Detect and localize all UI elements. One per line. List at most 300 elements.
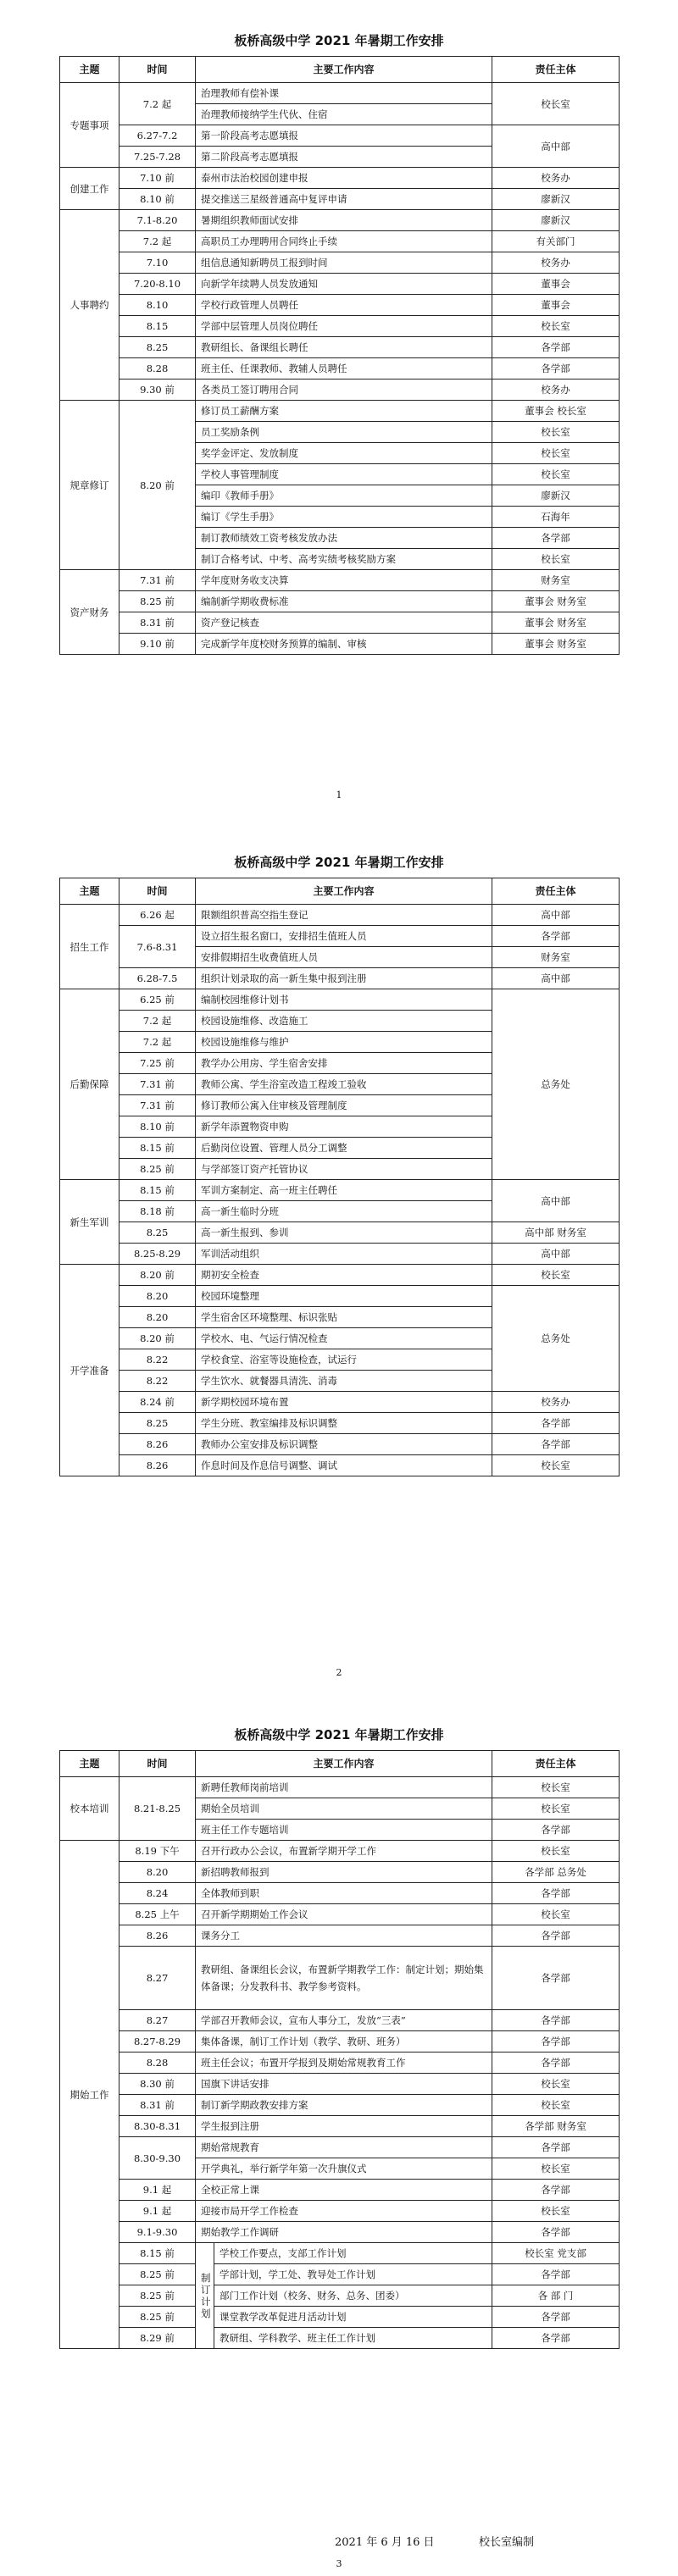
row-time: 9.30 前 xyxy=(119,379,196,401)
row-task: 完成新学年度校财务预算的编制、审核 xyxy=(196,634,492,655)
table-row xyxy=(60,1904,620,1925)
row-owner: 廖新汉 xyxy=(492,210,620,231)
table-row xyxy=(60,968,620,989)
table-row xyxy=(60,2095,620,2116)
topic-label: 校本培训 xyxy=(60,1777,119,1841)
row-time: 8.28 xyxy=(119,2052,196,2074)
schedule-table xyxy=(59,1750,620,2349)
row-owner: 各学部 xyxy=(492,2307,620,2328)
row-task: 班主任工作专题培训 xyxy=(196,1820,492,1841)
topic-label: 人事聘约 xyxy=(60,210,119,401)
row-owner: 校长室 xyxy=(492,83,620,125)
row-time: 7.31 前 xyxy=(119,1095,196,1116)
row-owner: 各学部 xyxy=(492,2031,620,2052)
row-time: 8.31 前 xyxy=(119,612,196,634)
table-header-row xyxy=(60,57,620,83)
row-owner: 董事会 xyxy=(492,295,620,316)
row-time: 7.25 前 xyxy=(119,1053,196,1074)
row-task: 制订新学期政教安排方案 xyxy=(196,2095,492,2116)
row-time: 8.31 前 xyxy=(119,2095,196,2116)
header-task: 主要工作内容 xyxy=(196,878,492,905)
table-row xyxy=(60,125,620,147)
row-task: 学校水、电、气运行情况检查 xyxy=(196,1328,492,1349)
row-time: 8.26 xyxy=(119,1434,196,1455)
row-owner: 校务办 xyxy=(492,252,620,274)
topic-label: 创建工作 xyxy=(60,168,119,210)
row-owner: 各学部 xyxy=(492,2222,620,2243)
header-topic: 主题 xyxy=(60,57,119,83)
row-time: 7.25-7.28 xyxy=(119,147,196,168)
row-owner: 校长室 xyxy=(492,1265,620,1286)
row-owner: 校长室 xyxy=(492,2158,620,2180)
page-title: 板桥高级中学 2021 年暑期工作安排 xyxy=(234,1727,444,1742)
row-task: 学校行政管理人员聘任 xyxy=(196,295,492,316)
row-owner: 各学部 xyxy=(492,2328,620,2349)
row-task: 学生饮水、就餐器具清洗、消毒 xyxy=(196,1371,492,1392)
row-owner: 校长室 党支部 xyxy=(492,2243,620,2264)
row-owner: 高中部 xyxy=(492,1180,620,1222)
row-time: 8.27 xyxy=(119,2010,196,2031)
header-topic: 主题 xyxy=(60,878,119,905)
table-row xyxy=(60,570,620,591)
row-owner: 各学部 xyxy=(492,1883,620,1904)
row-task: 学部召开教师会议，宣布人事分工，发放“三表” xyxy=(196,2010,492,2031)
row-owner: 校长室 xyxy=(492,422,620,443)
row-owner: 各学部 xyxy=(492,2264,620,2285)
row-task: 开学典礼，举行新学年第一次升旗仪式 xyxy=(196,2158,492,2180)
table-row xyxy=(60,1244,620,1265)
row-time: 8.15 xyxy=(119,316,196,337)
table-row xyxy=(60,2222,620,2243)
table-row xyxy=(60,2180,620,2201)
row-owner: 各学部 xyxy=(492,1925,620,1947)
row-owner: 廖新汉 xyxy=(492,485,620,507)
header-task: 主要工作内容 xyxy=(196,1751,492,1777)
header-owner: 责任主体 xyxy=(492,878,620,905)
row-time: 8.10 xyxy=(119,295,196,316)
row-task: 课务分工 xyxy=(196,1925,492,1947)
table-row xyxy=(60,295,620,316)
table-row xyxy=(60,189,620,210)
row-task: 班主任会议；布置开学报到及期始常规教育工作 xyxy=(196,2052,492,2074)
topic-label: 资产财务 xyxy=(60,570,119,655)
header-task: 主要工作内容 xyxy=(196,57,492,83)
row-task: 学校食堂、浴室等设施检查，试运行 xyxy=(196,1349,492,1371)
row-task: 校园设施维修与维护 xyxy=(196,1032,492,1053)
row-task: 奖学金评定、发放制度 xyxy=(196,443,492,464)
row-task: 学生分班、教室编排及标识调整 xyxy=(196,1413,492,1434)
row-time: 7.31 前 xyxy=(119,570,196,591)
table-row xyxy=(60,2010,620,2031)
schedule-page-3 xyxy=(59,1720,619,2349)
row-time: 8.25 xyxy=(119,337,196,358)
row-time: 8.26 xyxy=(119,1925,196,1947)
row-task: 修订教师公寓入住审核及管理制度 xyxy=(196,1095,492,1116)
row-time: 6.26 起 xyxy=(119,905,196,926)
row-task: 第二阶段高考志愿填报 xyxy=(196,147,492,168)
row-owner: 董事会 财务室 xyxy=(492,591,620,612)
row-owner: 董事会 财务室 xyxy=(492,634,620,655)
table-row xyxy=(60,379,620,401)
row-time: 8.29 前 xyxy=(119,2328,196,2349)
row-time: 7.2 起 xyxy=(119,231,196,252)
row-owner: 高中部 财务室 xyxy=(492,1222,620,1244)
table-header-row xyxy=(60,878,620,905)
row-time: 8.25-8.29 xyxy=(119,1244,196,1265)
row-task: 学部计划，学工处、教导处工作计划 xyxy=(214,2264,492,2285)
row-owner: 各学部 xyxy=(492,2180,620,2201)
row-time: 8.22 xyxy=(119,1349,196,1371)
row-time: 7.2 起 xyxy=(119,1032,196,1053)
table-row xyxy=(60,358,620,379)
row-task: 军训活动组织 xyxy=(196,1244,492,1265)
row-time: 8.24 前 xyxy=(119,1392,196,1413)
row-task: 新聘任教师岗前培训 xyxy=(196,1777,492,1798)
row-task: 修订员工薪酬方案 xyxy=(196,401,492,422)
table-row xyxy=(60,274,620,295)
row-task: 向新学年续聘人员发放通知 xyxy=(196,274,492,295)
footer-author: 校长室编制 xyxy=(479,2536,535,2549)
row-time: 7.20-8.10 xyxy=(119,274,196,295)
row-task: 召开新学期期始工作会议 xyxy=(196,1904,492,1925)
row-owner: 各学部 xyxy=(492,2010,620,2031)
row-time: 7.31 前 xyxy=(119,1074,196,1095)
row-owner: 校务办 xyxy=(492,168,620,189)
row-time: 8.25 前 xyxy=(119,1159,196,1180)
row-task: 班主任、任课教师、教辅人员聘任 xyxy=(196,358,492,379)
row-time: 8.26 xyxy=(119,1455,196,1476)
row-time: 9.10 前 xyxy=(119,634,196,655)
row-owner: 校长室 xyxy=(492,1904,620,1925)
table-row xyxy=(60,2328,620,2349)
row-time: 9.1 起 xyxy=(119,2201,196,2222)
row-task: 编印《教师手册》 xyxy=(196,485,492,507)
table-row xyxy=(60,1392,620,1413)
table-header-row xyxy=(60,1751,620,1777)
row-task: 第一阶段高考志愿填报 xyxy=(196,125,492,147)
header-time: 时间 xyxy=(119,1751,196,1777)
table-row xyxy=(60,1925,620,1947)
row-task: 期始全员培训 xyxy=(196,1798,492,1820)
row-time: 8.25 xyxy=(119,1222,196,1244)
row-task: 期始常规教育 xyxy=(196,2137,492,2158)
row-owner: 各学部 xyxy=(492,528,620,549)
row-time: 8.20 xyxy=(119,1286,196,1307)
row-time: 7.10 xyxy=(119,252,196,274)
row-task: 提交推送三星级普通高中复评申请 xyxy=(196,189,492,210)
table-row xyxy=(60,612,620,634)
row-task: 军训方案制定、高一班主任聘任 xyxy=(196,1180,492,1201)
table-row xyxy=(60,83,620,104)
row-owner: 高中部 xyxy=(492,905,620,926)
table-row xyxy=(60,591,620,612)
row-time: 8.27-8.29 xyxy=(119,2031,196,2052)
row-time: 7.10 前 xyxy=(119,168,196,189)
table-row xyxy=(60,1413,620,1434)
table-row xyxy=(60,1265,620,1286)
row-time: 8.25 上午 xyxy=(119,1904,196,1925)
row-task: 安排假期招生收费值班人员 xyxy=(196,947,492,968)
row-task: 期初安全检查 xyxy=(196,1265,492,1286)
row-time: 8.15 前 xyxy=(119,1180,196,1201)
schedule-page-1 xyxy=(59,25,619,655)
footer-date: 2021 年 6 月 16 日 xyxy=(335,2536,435,2549)
row-task: 组织计划录取的高一新生集中报到注册 xyxy=(196,968,492,989)
row-owner: 校务办 xyxy=(492,1392,620,1413)
row-owner: 廖新汉 xyxy=(492,189,620,210)
row-task: 暑期组织教师面试安排 xyxy=(196,210,492,231)
topic-label: 专题事项 xyxy=(60,83,119,168)
table-row xyxy=(60,989,620,1011)
table-row xyxy=(60,210,620,231)
table-row xyxy=(60,1883,620,1904)
table-row xyxy=(60,231,620,252)
row-time: 6.27-7.2 xyxy=(119,125,196,147)
table-row xyxy=(60,2116,620,2137)
row-task: 资产登记核查 xyxy=(196,612,492,634)
row-time: 8.27 xyxy=(119,1947,196,2010)
row-task: 部门工作计划（校务、财务、总务、团委） xyxy=(214,2285,492,2307)
row-task: 员工奖励条例 xyxy=(196,422,492,443)
row-time: 8.15 前 xyxy=(119,1138,196,1159)
table-row xyxy=(60,316,620,337)
row-time: 8.30-9.30 xyxy=(119,2137,196,2180)
row-task: 学校工作要点，支部工作计划 xyxy=(214,2243,492,2264)
row-task: 召开行政办公会议，布置新学期开学工作 xyxy=(196,1841,492,1862)
row-time: 8.18 前 xyxy=(119,1201,196,1222)
row-owner: 各学部 xyxy=(492,337,620,358)
topic-label: 规章修订 xyxy=(60,401,119,570)
row-task: 全体教师到职 xyxy=(196,1883,492,1904)
row-task: 全校正常上课 xyxy=(196,2180,492,2201)
row-owner: 校长室 xyxy=(492,1455,620,1476)
page-number: 2 xyxy=(336,1667,342,1678)
table-row xyxy=(60,926,620,947)
table-row xyxy=(60,905,620,926)
row-time: 8.25 前 xyxy=(119,591,196,612)
row-task: 学校人事管理制度 xyxy=(196,464,492,485)
row-owner: 各学部 财务室 xyxy=(492,2116,620,2137)
topic-label: 新生军训 xyxy=(60,1180,119,1265)
table-row xyxy=(60,168,620,189)
header-time: 时间 xyxy=(119,57,196,83)
row-owner: 总务处 xyxy=(492,1286,620,1392)
row-owner: 校长室 xyxy=(492,2095,620,2116)
row-owner: 董事会 xyxy=(492,274,620,295)
row-owner: 校长室 xyxy=(492,2074,620,2095)
row-task: 迎接市局开学工作检查 xyxy=(196,2201,492,2222)
schedule-table xyxy=(59,878,620,1476)
table-row xyxy=(60,2137,620,2158)
row-owner: 各 部 门 xyxy=(492,2285,620,2307)
page-number: 1 xyxy=(336,789,342,800)
row-time: 8.30 前 xyxy=(119,2074,196,2095)
row-time: 9.1 起 xyxy=(119,2180,196,2201)
table-row xyxy=(60,2031,620,2052)
row-time: 8.25 前 xyxy=(119,2264,196,2285)
row-task: 课堂教学改革促进月活动计划 xyxy=(214,2307,492,2328)
row-owner: 校长室 xyxy=(492,1777,620,1798)
row-owner: 董事会 财务室 xyxy=(492,612,620,634)
row-task: 作息时间及作息信号调整、调试 xyxy=(196,1455,492,1476)
row-time: 6.28-7.5 xyxy=(119,968,196,989)
row-task: 后勤岗位设置、管理人员分工调整 xyxy=(196,1138,492,1159)
row-task: 集体备课，制订工作计划（教学、教研、班务） xyxy=(196,2031,492,2052)
row-task: 教师公寓、学生浴室改造工程竣工验收 xyxy=(196,1074,492,1095)
row-time: 7.2 起 xyxy=(119,83,196,125)
row-task: 教研组长、备课组长聘任 xyxy=(196,337,492,358)
row-time: 8.15 前 xyxy=(119,2243,196,2264)
table-row xyxy=(60,1222,620,1244)
row-task: 设立招生报名窗口，安排招生值班人员 xyxy=(196,926,492,947)
row-owner: 校长室 xyxy=(492,1798,620,1820)
row-time: 8.24 xyxy=(119,1883,196,1904)
row-task: 教学办公用房、学生宿舍安排 xyxy=(196,1053,492,1074)
row-task: 编制校园维修计划书 xyxy=(196,989,492,1011)
row-task: 制订教师绩效工资考核发放办法 xyxy=(196,528,492,549)
table-row xyxy=(60,2264,620,2285)
row-time: 8.10 前 xyxy=(119,189,196,210)
row-task: 教师办公室安排及标识调整 xyxy=(196,1434,492,1455)
table-row xyxy=(60,2201,620,2222)
row-owner: 财务室 xyxy=(492,947,620,968)
row-owner: 高中部 xyxy=(492,1244,620,1265)
row-time: 7.6-8.31 xyxy=(119,926,196,968)
row-time: 8.20 前 xyxy=(119,1265,196,1286)
row-owner: 各学部 xyxy=(492,2052,620,2074)
topic-label: 招生工作 xyxy=(60,905,119,989)
row-task: 编订《学生手册》 xyxy=(196,507,492,528)
page-number: 3 xyxy=(336,2558,342,2569)
table-row xyxy=(60,1947,620,2010)
table-row xyxy=(60,252,620,274)
row-owner: 各学部 总务处 xyxy=(492,1862,620,1883)
row-time: 7.1-8.20 xyxy=(119,210,196,231)
schedule-page-2 xyxy=(59,847,619,1476)
row-owner: 董事会 校长室 xyxy=(492,401,620,422)
row-task: 教研组、备课组长会议，布置新学期教学工作：制定计划；期始集体备课；分发教科书、教学参考资料。 xyxy=(196,1947,492,2010)
row-task: 高职员工办理聘用合同终止手续 xyxy=(196,231,492,252)
row-task: 高一新生报到、参训 xyxy=(196,1222,492,1244)
row-owner: 校长室 xyxy=(492,443,620,464)
row-task: 新招聘教师报到 xyxy=(196,1862,492,1883)
row-task: 国旗下讲话安排 xyxy=(196,2074,492,2095)
row-task: 治理教师有偿补课 xyxy=(196,83,492,104)
row-task: 制订合格考试、中考、高考实绩考核奖励方案 xyxy=(196,549,492,570)
row-time: 8.25 前 xyxy=(119,2285,196,2307)
row-owner: 各学部 xyxy=(492,1820,620,1841)
topic-label: 后勤保障 xyxy=(60,989,119,1180)
row-owner: 各学部 xyxy=(492,2137,620,2158)
row-owner: 校长室 xyxy=(492,549,620,570)
row-task: 限额组织普高空指生登记 xyxy=(196,905,492,926)
row-owner: 校长室 xyxy=(492,1841,620,1862)
row-owner: 各学部 xyxy=(492,1413,620,1434)
row-task: 校园设施维修、改造施工 xyxy=(196,1011,492,1032)
row-task: 与学部签订资产托管协议 xyxy=(196,1159,492,1180)
row-time: 8.20 前 xyxy=(119,1328,196,1349)
row-time: 8.20 xyxy=(119,1862,196,1883)
row-owner: 各学部 xyxy=(492,1434,620,1455)
row-task: 期始教学工作调研 xyxy=(196,2222,492,2243)
row-owner: 校务办 xyxy=(492,379,620,401)
row-time: 8.10 前 xyxy=(119,1116,196,1138)
topic-label: 开学准备 xyxy=(60,1265,119,1476)
row-task: 学部中层管理人员岗位聘任 xyxy=(196,316,492,337)
row-time: 8.25 xyxy=(119,1413,196,1434)
page-title: 板桥高级中学 2021 年暑期工作安排 xyxy=(234,33,444,48)
row-owner: 校长室 xyxy=(492,316,620,337)
table-row xyxy=(60,1286,620,1307)
row-owner: 校长室 xyxy=(492,2201,620,2222)
row-task: 教研组、学科教学、班主任工作计划 xyxy=(214,2328,492,2349)
table-row xyxy=(60,1777,620,1798)
row-task: 组信息通知新聘员工报到时间 xyxy=(196,252,492,274)
header-owner: 责任主体 xyxy=(492,57,620,83)
schedule-table xyxy=(59,56,620,655)
table-row xyxy=(60,1455,620,1476)
row-owner: 各学部 xyxy=(492,926,620,947)
row-time: 8.20 xyxy=(119,1307,196,1328)
table-row xyxy=(60,2307,620,2328)
table-row xyxy=(60,1434,620,1455)
plan-sub-label: 制订计划 xyxy=(196,2243,214,2349)
row-task: 编制新学期收费标准 xyxy=(196,591,492,612)
row-task: 学生宿舍区环境整理、标识张贴 xyxy=(196,1307,492,1328)
row-time: 8.28 xyxy=(119,358,196,379)
row-owner: 校长室 xyxy=(492,464,620,485)
row-owner: 财务室 xyxy=(492,570,620,591)
row-time: 8.25 前 xyxy=(119,2307,196,2328)
table-row xyxy=(60,401,620,422)
header-owner: 责任主体 xyxy=(492,1751,620,1777)
row-task: 各类员工签订聘用合同 xyxy=(196,379,492,401)
topic-label: 期始工作 xyxy=(60,1841,119,2349)
row-owner: 各学部 xyxy=(492,1947,620,2010)
row-time: 8.20 前 xyxy=(119,401,196,570)
header-topic: 主题 xyxy=(60,1751,119,1777)
row-task: 校园环境整理 xyxy=(196,1286,492,1307)
row-time: 7.2 起 xyxy=(119,1011,196,1032)
table-row xyxy=(60,2052,620,2074)
row-task: 学生报到注册 xyxy=(196,2116,492,2137)
row-owner: 各学部 xyxy=(492,358,620,379)
row-task: 新学年添置物资申购 xyxy=(196,1116,492,1138)
table-row xyxy=(60,1841,620,1862)
table-row xyxy=(60,2074,620,2095)
row-time: 8.21-8.25 xyxy=(119,1777,196,1841)
row-time: 9.1-9.30 xyxy=(119,2222,196,2243)
row-task: 高一新生临时分班 xyxy=(196,1201,492,1222)
row-owner: 有关部门 xyxy=(492,231,620,252)
row-task: 治理教师接纳学生代伙、住宿 xyxy=(196,104,492,125)
table-row xyxy=(60,1180,620,1201)
table-row xyxy=(60,1862,620,1883)
table-row xyxy=(60,2243,620,2264)
row-task: 泰州市法治校园创建申报 xyxy=(196,168,492,189)
row-time: 8.30-8.31 xyxy=(119,2116,196,2137)
row-time: 8.22 xyxy=(119,1371,196,1392)
row-owner: 总务处 xyxy=(492,989,620,1180)
row-time: 6.25 前 xyxy=(119,989,196,1011)
row-owner: 高中部 xyxy=(492,968,620,989)
row-task: 新学期校园环境布置 xyxy=(196,1392,492,1413)
row-time: 8.19 下午 xyxy=(119,1841,196,1862)
header-time: 时间 xyxy=(119,878,196,905)
table-row xyxy=(60,337,620,358)
row-task: 学年度财务收支决算 xyxy=(196,570,492,591)
page-title: 板桥高级中学 2021 年暑期工作安排 xyxy=(234,855,444,870)
